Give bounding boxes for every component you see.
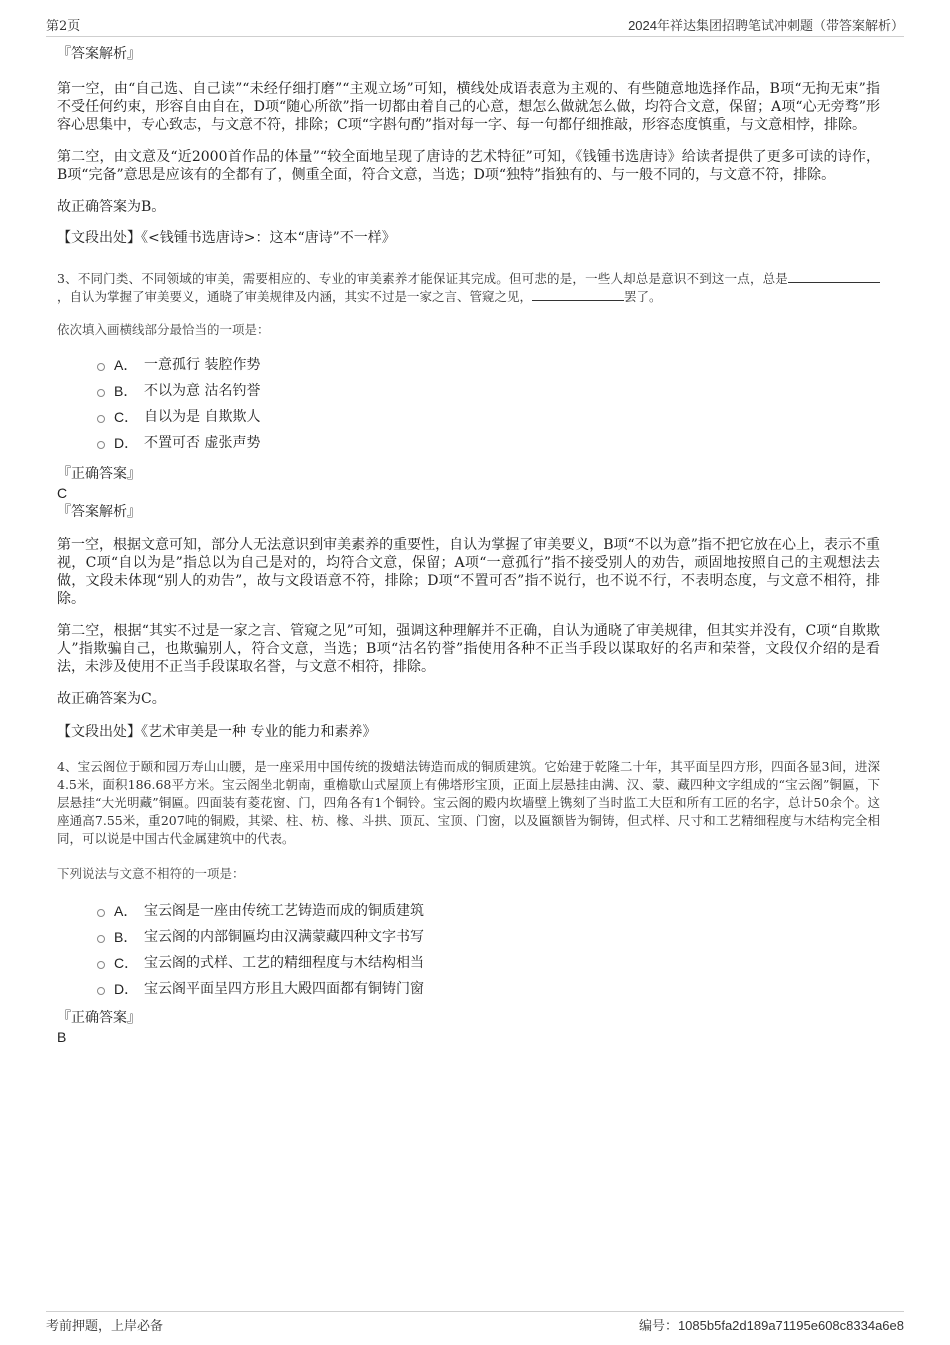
fill-blank [788, 270, 880, 283]
radio-icon[interactable] [97, 415, 105, 423]
radio-icon[interactable] [97, 363, 105, 371]
option-b[interactable]: B． 宝云阁的内部铜匾均由汉满蒙藏四种文字书写 [97, 924, 880, 950]
option-list [57, 352, 880, 456]
fill-blank [532, 288, 624, 301]
page-number: 第2页 [46, 19, 81, 34]
radio-icon[interactable] [97, 389, 105, 397]
radio-icon[interactable] [97, 961, 105, 969]
analysis-conclusion: 故正确答案为C。 [57, 691, 166, 707]
analysis-paragraph: 第二空，根据“其实不过是一家之言、管窥之见”可知，强调这种理解并不正确，自认为通晓了审美规律，但其实并没有，C项“自欺欺人”指欺骗自己，也欺骗别人，符合文意，当选；B项“沽名钓誉”指使用各种不正当手段以谋取好的名声和荣誉，文段仅介绍的是看法，未涉及使用不正当手段谋取名誉，与文意不相符，排除。 [57, 623, 880, 675]
option-d[interactable]: D． 宝云阁平面呈四方形且大殿四面都有铜铸门窗 [97, 976, 880, 1002]
document-title: 2024年祥达集团招聘笔试冲刺题（带答案解析） [628, 18, 904, 33]
correct-answer: B [57, 1029, 67, 1045]
analysis-conclusion: 故正确答案为B。 [57, 199, 166, 215]
source-citation: 【文段出处】《艺术审美是一种 专业的能力和素养》 [57, 724, 377, 740]
analysis-paragraph: 第二空，由文意及“近2000首作品的体量”“较全面地呈现了唐诗的艺术特征”可知，《钱锺书选唐诗》给读者提供了更多可读的诗作，B项“完备”意思是应该有的全都有了，侧重全面，符合文意，当选；D项“独特”指独有的、与一般不同的，与文意不符，排除。 [57, 149, 880, 183]
page-header [46, 14, 904, 37]
option-a[interactable]: A． 一意孤行 装腔作势 [97, 352, 880, 378]
analysis-tag: 『答案解析』 [57, 46, 141, 62]
radio-icon[interactable] [97, 987, 105, 995]
question-prompt: 依次填入画横线部分最恰当的一项是： [57, 322, 270, 337]
option-c[interactable]: C． 宝云阁的式样、工艺的精细程度与木结构相当 [97, 950, 880, 976]
question-4 [57, 758, 880, 1046]
question-3 [57, 270, 880, 742]
option-d[interactable]: D． 不置可否 虚张声势 [97, 430, 880, 456]
analysis-paragraph: 第一空，由“自己选、自己读”“未经仔细打磨”“主观立场”可知，横线处成语表意为主观的、有些随意地选择作品，B项“无拘无束”指不受任何约束，形容自由自在，D项“随心所欲”指一切都由着自己的心意，想怎么做就怎么做，均符合文意，保留；A项“心无旁骛”形容心思集中，专心致志，与文意不符，排除；C项“字斟句酌”指对每一字、每一句都仔细推敲，形容态度慎重，与文意相悖，排除。 [57, 81, 880, 133]
option-b[interactable]: B． 不以为意 沽名钓誉 [97, 378, 880, 404]
answer-tag: 『正确答案』 [57, 1010, 141, 1026]
radio-icon[interactable] [97, 909, 105, 917]
question-text: 4、宝云阁位于颐和园万寿山山腰，是一座采用中国传统的拨蜡法铸造而成的铜质建筑。它始建于乾隆二十年，其平面呈四方形，四面各显3间，进深4.5米，面积186.68平方米。宝云阁坐北朝南，重檐歇山式屋顶上有佛塔形宝顶，正面上层悬挂由满、汉、蒙、藏四种文字组成的“宝云阁”铜匾，下层悬挂“大光明藏”铜匾。四面装有菱花窗、门，四角各有1个铜铃。宝云阁的殿内坎墙壁上镌刻了当时监工大臣和所有工匠的名字，总计50余个。这座通高7.55米，重207吨的铜殿，其梁、柱、枋、椽、斗拱、顶瓦、宝顶、门窗，以及匾额皆为铜铸，但式样、尺寸和工艺精细程度与木结构完全相同，可以说是中国古代金属建筑中的代表。 [57, 759, 880, 846]
source-citation: 【文段出处】《<钱锺书选唐诗>：这本“唐诗”不一样》 [57, 230, 396, 246]
radio-icon[interactable] [97, 441, 105, 449]
correct-answer: C [57, 485, 68, 501]
answer-tag: 『正确答案』 [57, 466, 141, 482]
radio-icon[interactable] [97, 935, 105, 943]
document-body [57, 44, 880, 1046]
footer-slogan: 考前押题，上岸必备 [46, 1319, 164, 1334]
question-text: 3、不同门类、不同领域的审美，需要相应的、专业的审美素养才能保证其完成。但可悲的是，一些人却总是意识不到这一点，总是，自认为掌握了审美要义，通晓了审美规律及内涵，其实不过是一家之言、管窥之见， 罢了。 [57, 270, 880, 306]
analysis-paragraph: 第一空，根据文意可知，部分人无法意识到审美素养的重要性，自认为掌握了审美要义，B项“不以为意”指不把它放在心上，表示不重视，C项“自以为是”指总以为自己是对的，均符合文意，保留；A项“一意孤行”指不接受别人的劝告，顽固地按照自己的主观想法去做，文段未体现“别人的劝告”，故与文段语意不符，排除；D项“不置可否”指不说行，也不说不行，不表明态度，与文意不相符，排除。 [57, 537, 880, 607]
option-c[interactable]: C． 自以为是 自欺欺人 [97, 404, 880, 430]
option-a[interactable]: A． 宝云阁是一座由传统工艺铸造而成的铜质建筑 [97, 898, 880, 924]
analysis-tag: 『答案解析』 [57, 504, 141, 520]
page-footer [46, 1311, 904, 1335]
document-code: 编号：1085b5fa2d189a71195e608c8334a6e8 [638, 1318, 904, 1333]
question-prompt: 下列说法与文意不相符的一项是： [57, 866, 245, 881]
option-list [57, 898, 880, 1002]
